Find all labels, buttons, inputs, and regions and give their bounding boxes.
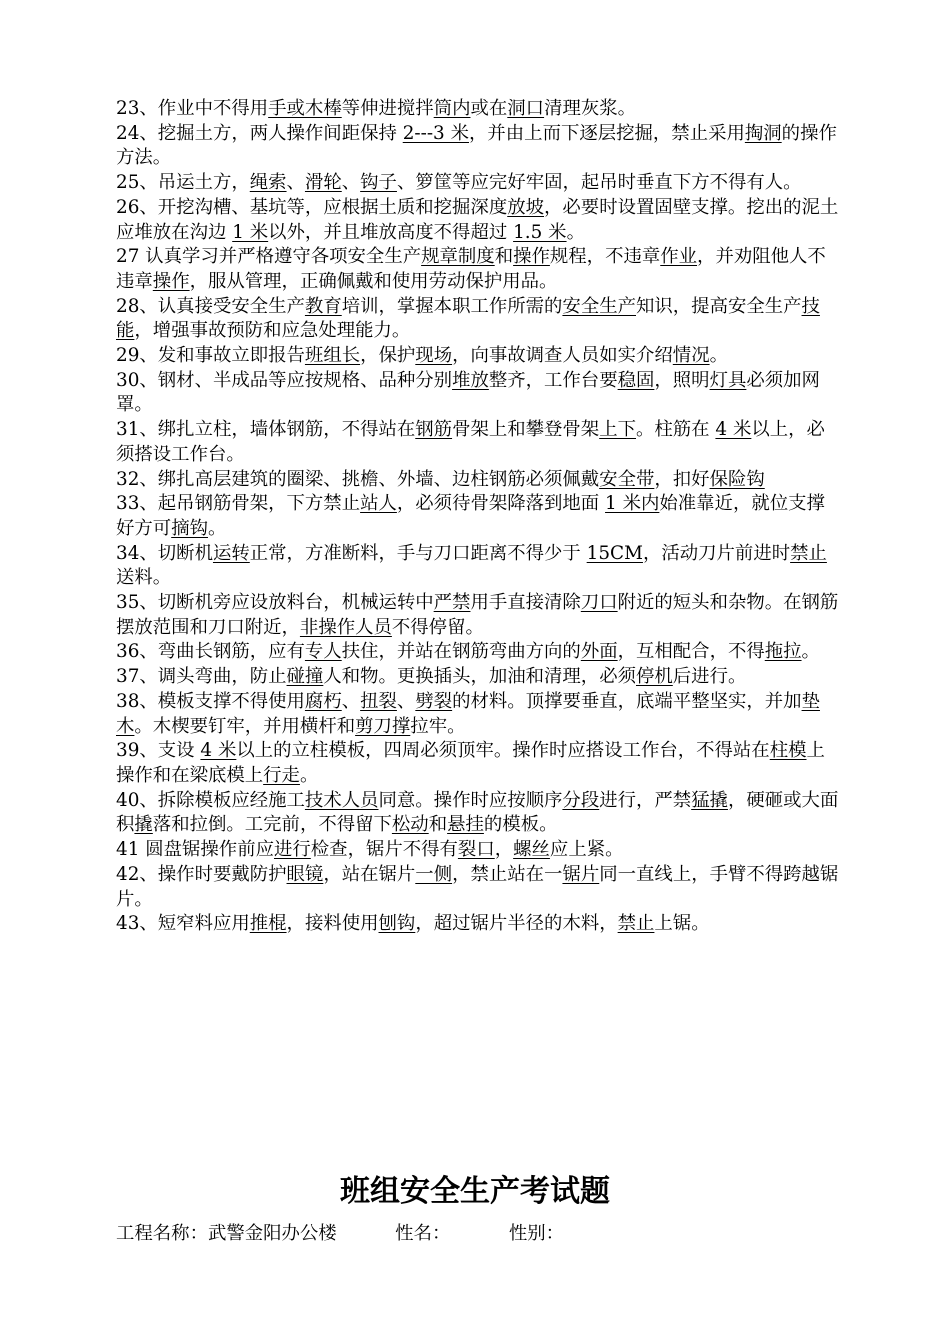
safety-rules-list (116, 97, 842, 937)
rule-text: 、 (341, 172, 361, 194)
rule-text: 26、开挖沟槽、基坑等，应根据土质和挖掘深度 (116, 196, 508, 218)
rule-text: 。 (207, 517, 227, 539)
underlined-answer: 螺丝 (513, 839, 550, 861)
rule-text: 以上的立柱模板，四周必须顶牢。操作时应搭设工作台，不得站在 (236, 740, 770, 762)
underlined-answer: 停机 (635, 666, 673, 688)
rule-text: 以外，并且堆放高度不得超过 (268, 221, 514, 243)
rule-text: 、箩筐等应完好牢固，起吊时垂直下方不得有人。 (396, 172, 802, 194)
rule-text: 35、切断机旁应设放料台，机械运转中 (116, 592, 434, 614)
underlined-answer: 安全生产 (562, 295, 636, 317)
underlined-answer: 推棍 (249, 913, 287, 935)
rule-text: 清理灰浆。 (544, 98, 637, 119)
rule-text: 36、弯曲长钢筋，应有 (116, 641, 305, 663)
underlined-answer: 行走 (263, 764, 300, 786)
underlined-answer: 非操作人员 (299, 616, 392, 638)
underlined-answer: 1.5 米 (513, 221, 567, 243)
underlined-answer: 严禁 (433, 592, 471, 614)
rule-text: 送料。 (116, 567, 172, 589)
rule-item (116, 665, 842, 690)
underlined-answer: 眼镜 (286, 863, 324, 885)
rule-text: 始准靠近，就位支撑好方可 (116, 493, 825, 539)
rule-text: 、 (286, 172, 305, 194)
rule-text: 进行，严禁 (599, 789, 692, 811)
rule-text: 40、拆除模板应经施工 (116, 789, 305, 811)
rule-text: ，服从管理，正确佩戴和使用劳动保护用品。 (189, 270, 558, 292)
project-name: 工程名称：武警金阳办公楼 (116, 1223, 337, 1244)
underlined-answer: 禁止 (617, 913, 655, 935)
underlined-answer: 运转 (212, 542, 250, 564)
underlined-answer: 堆放 (452, 369, 489, 391)
rule-text: 上锯。 (654, 913, 710, 935)
rule-text: 整齐，工作台要 (488, 369, 618, 391)
rule-text: 41 圆盘锯操作前应 (116, 839, 274, 861)
rule-text: 以上，必须搭设工作台。 (116, 419, 825, 465)
rule-text: ，活动刀片前进时 (642, 542, 791, 564)
underlined-answer: 技术人员 (304, 789, 379, 811)
rule-item (116, 863, 842, 912)
rule-text: ，并劝阻他人不违章 (116, 246, 826, 292)
underlined-answer: 裂口 (457, 839, 495, 861)
rule-text: 检查，锯片不得有 (310, 839, 458, 861)
name-field-label: 性名： (395, 1223, 451, 1244)
rule-item (116, 789, 842, 838)
underlined-answer: 绳索 (249, 172, 287, 194)
rule-text: 。 (801, 641, 820, 663)
rule-text: 规程，不违章 (549, 246, 661, 268)
underlined-answer: 上下 (599, 419, 636, 441)
underlined-answer: 1 米 (232, 221, 269, 243)
rule-item (116, 418, 842, 467)
rule-item (116, 344, 842, 369)
rule-text: 扶住，并站在钢筋弯曲方向的 (341, 641, 581, 663)
underlined-answer: 钢筋 (415, 419, 453, 441)
rule-text: 23、作业中不得用 (116, 98, 269, 119)
rule-item (116, 295, 842, 344)
rule-text: 落和拉倒。工完前，不得留下 (152, 814, 392, 836)
underlined-answer: 滑轮 (304, 172, 342, 194)
rule-text: ，接料使用 (286, 913, 379, 935)
underlined-answer: 技能 (116, 295, 820, 342)
rule-text: 29、发和事故立即报告 (116, 345, 305, 367)
rule-text: 31、绑扎立柱，墙体钢筋，不得站在 (116, 419, 416, 441)
rule-text: 后进行。 (672, 666, 747, 688)
underlined-answer: 猛撬 (691, 789, 728, 811)
rule-text: ，并由上而下逐层挖掘，禁止采用 (469, 122, 745, 144)
rule-text: 和 (494, 246, 514, 268)
rule-text: 不得停留。 (391, 616, 484, 638)
rule-text: 上操作和在梁底模上 (116, 740, 825, 786)
rule-text: 用手直接清除 (470, 592, 581, 614)
rule-text: 43、短窄料应用 (116, 913, 250, 935)
underlined-answer: 保险钩 (709, 468, 765, 490)
rule-text: 同一直线上，手臂不得跨越锯片。 (116, 863, 839, 910)
underlined-answer: 松动 (391, 814, 429, 836)
rule-text: 。木楔要钉牢，并用横杆和 (134, 715, 356, 737)
rule-text: ，保护 (360, 345, 416, 367)
underlined-answer: 15CM (586, 542, 643, 564)
rule-item (116, 97, 842, 122)
underlined-answer: 现场 (415, 345, 453, 367)
underlined-answer: 锯片 (562, 863, 600, 885)
underlined-answer: 撬 (134, 814, 153, 836)
underlined-answer: 操作 (513, 246, 550, 268)
rule-item (116, 912, 842, 937)
underlined-answer: 安全带 (599, 468, 655, 490)
rule-item (116, 838, 842, 863)
underlined-answer: 腐朽 (304, 690, 342, 712)
underlined-answer: 进行 (273, 839, 311, 861)
rule-item (116, 196, 842, 245)
underlined-answer: 4 米 (200, 740, 237, 762)
underlined-answer: 作业 (660, 246, 698, 268)
rule-text: 附近的短头和杂物。在钢筋摆放范围和刀口附近， (116, 592, 839, 638)
underlined-answer: 悬挂 (447, 814, 484, 836)
underlined-answer: 劈裂 (415, 690, 453, 712)
underlined-answer: 放坡 (507, 196, 545, 218)
rule-text: 39、支设 (116, 740, 201, 762)
rule-text: 正常，方准断料，手与刀口距离不得少于 (249, 542, 587, 564)
underlined-answer: 刀口 (580, 592, 618, 614)
rule-text: 32、绑扎高层建筑的圈梁、挑檐、外墙、边柱钢筋必须佩戴 (116, 468, 600, 490)
underlined-answer: 手或木棒 (268, 98, 342, 119)
rule-text: 。柱筋在 (636, 419, 716, 441)
rule-text: 应上紧。 (549, 839, 624, 861)
underlined-answer: 专人 (304, 641, 342, 663)
rule-text: ，禁止站在一 (452, 863, 563, 885)
underlined-answer: 外面 (580, 641, 618, 663)
rule-text: 、 (341, 690, 361, 712)
rule-text: 同意。操作时应按顺序 (378, 789, 563, 811)
rule-text: 30、钢材、半成品等应按规格、品种分别 (116, 369, 453, 391)
rule-item (116, 171, 842, 196)
rule-text: 的操作方法。 (116, 122, 837, 169)
gender-field-label: 性别： (508, 1223, 565, 1244)
rule-text: 。 (299, 764, 319, 786)
rule-item (116, 122, 842, 171)
underlined-answer: 站人 (360, 493, 397, 515)
underlined-answer: 情况 (672, 345, 710, 367)
underlined-answer: 摘钩 (171, 517, 208, 539)
rule-text: 38、模板支撑不得使用 (116, 690, 305, 712)
rule-text: 27 认真学习并严格遵守各项安全生产 (116, 246, 422, 268)
rule-text: 42、操作时要戴防护 (116, 863, 287, 885)
rule-text: 33、起吊钢筋骨架，下方禁止 (116, 493, 361, 515)
rule-text: 的材料。顶撑要垂直，底端平整坚实，并加 (452, 690, 802, 712)
rule-text: 知识，提高安全生产 (636, 295, 802, 317)
rule-text: ，增强事故预防和应急处理能力。 (134, 320, 411, 342)
underlined-answer: 稳固 (617, 369, 655, 391)
rule-text: 34、切断机 (116, 542, 213, 564)
rule-text: ，硬砸或大面积 (116, 789, 839, 836)
rule-item (116, 542, 842, 591)
rule-item (116, 245, 842, 294)
rule-text: 25、吊运土方， (116, 172, 250, 194)
underlined-answer: 2---3 米 (402, 122, 469, 144)
rule-text: ，站在锯片 (323, 863, 416, 885)
underlined-answer: 教育 (304, 295, 342, 317)
underlined-answer: 1 米内 (605, 493, 660, 515)
rule-text: 拉牢。 (410, 715, 466, 737)
rule-item (116, 591, 842, 640)
rule-text: ， (494, 839, 514, 861)
underlined-answer: 钩子 (360, 172, 397, 194)
rule-item (116, 468, 842, 493)
rule-text: ，照明 (654, 369, 710, 391)
rule-text: 必须加网罩。 (116, 369, 820, 416)
rule-item (116, 492, 842, 541)
rule-text: 培训，掌握本职工作所需的 (341, 295, 563, 317)
underlined-answer: 拖拉 (764, 641, 802, 663)
rule-text: ，向事故调查人员如实介绍 (452, 345, 673, 367)
underlined-answer: 柱模 (769, 740, 807, 762)
underlined-answer: 扭裂 (360, 690, 397, 712)
rule-item (116, 690, 842, 739)
exam-meta (116, 1222, 564, 1246)
rule-text: 、 (396, 690, 416, 712)
underlined-answer: 禁止 (790, 542, 827, 564)
rule-item (116, 640, 842, 665)
rule-text: ，互相配合，不得 (617, 641, 765, 663)
rule-text: 的模板。 (483, 814, 558, 836)
rule-item (116, 739, 842, 788)
rule-text: 等伸进搅拌 (341, 98, 434, 119)
rule-text: 人和物。更换插头，加油和清理，必须 (323, 666, 636, 688)
rule-text: ，扣好 (654, 468, 710, 490)
exam-title: 班组安全生产考试题 (340, 1174, 610, 1209)
rule-text: ，必须待骨架降落到地面 (396, 493, 606, 515)
rule-text: 37、调头弯曲，防止 (116, 666, 287, 688)
rule-text: 。 (566, 221, 585, 243)
underlined-answer: 筒内 (433, 98, 471, 119)
underlined-answer: 分段 (562, 789, 600, 811)
underlined-answer: 班组长 (304, 345, 361, 367)
underlined-answer: 掏洞 (744, 122, 782, 144)
rule-text: ，超过锯片半径的木料， (415, 913, 618, 935)
rule-text: 和 (428, 814, 448, 836)
rule-text: 28、认真接受安全生产 (116, 295, 305, 317)
rule-text: 骨架上和攀登骨架 (452, 419, 600, 441)
underlined-answer: 洞口 (507, 98, 545, 119)
underlined-answer: 4 米 (715, 419, 752, 441)
rule-text: ，必要时设置固壁支撑。挖出的泥土应堆放在沟边 (116, 196, 839, 243)
rule-text: 。 (709, 345, 728, 367)
rule-text: 24、挖掘土方，两人操作间距保持 (116, 122, 403, 144)
underlined-answer: 垫木 (116, 690, 820, 737)
underlined-answer: 操作 (152, 270, 190, 292)
underlined-answer: 剪刀撑 (355, 715, 411, 737)
rule-item (116, 369, 842, 418)
underlined-answer: 灯具 (709, 369, 747, 391)
underlined-answer: 一侧 (415, 863, 453, 885)
underlined-answer: 刨钩 (378, 913, 416, 935)
rule-text: 或在 (470, 98, 508, 119)
underlined-answer: 碰撞 (286, 666, 324, 688)
underlined-answer: 规章制度 (421, 246, 495, 268)
